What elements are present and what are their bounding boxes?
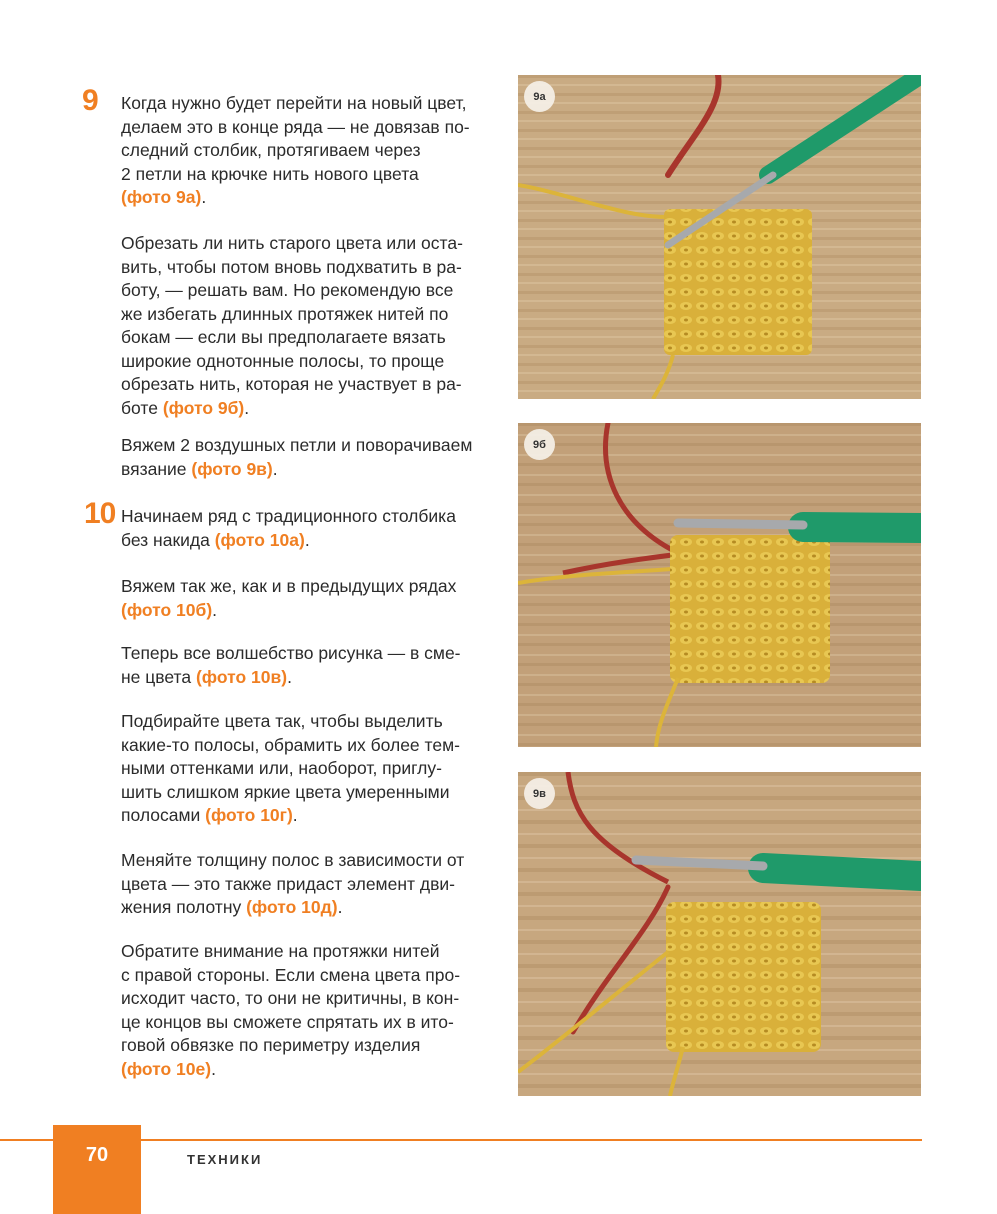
photo-label: 9б [524,429,555,460]
paragraph-line: Вяжем 2 воздушных петли и поворачиваем [121,435,473,455]
paragraph-line: не цвета [121,666,192,687]
section-title: ТЕХНИКИ [187,1152,263,1167]
paragraph: Вяжем 2 воздушных петли и поворачиваем вязание (фото 9в). [121,435,473,479]
paragraph-line: же избегать длинных протяжек нитей по [121,303,449,324]
paragraph: Начинаем ряд с традиционного столбика без накида (фото 10а). [121,506,456,550]
photo-9v [518,772,921,1096]
paragraph-line: ными оттенками или, наоборот, приглу- [121,758,442,778]
photo-reference: (фото 10а) [214,529,305,550]
photo-reference: (фото 9а) [121,187,202,207]
paragraph-line: боте [121,397,158,418]
photo-reference: (фото 10г) [205,805,293,825]
paragraph-line: делаем это в конце ряда — не довязав по- [121,116,470,137]
paragraph-line: Когда нужно будет перейти на новый цвет, [121,93,467,113]
paragraph-line: Теперь все волшебство рисунка — в сме- [121,643,461,663]
paragraph-line: широкие однотонные полосы, то проще [121,350,445,371]
paragraph-line: следний столбик, протягиваем через [121,140,421,160]
paragraph-line: це концов вы сможете спрятать их в ито- [121,1011,454,1032]
paragraph-line: без накида [121,529,210,550]
photo-9v-illustration [518,772,921,1096]
paragraph-line: какие-то полосы, обрамить их более тем- [121,734,460,755]
paragraph-line: вить, чтобы потом вновь подхватить в ра- [121,256,462,277]
paragraph-line: полосами [121,805,201,825]
photo-9b [518,423,921,747]
paragraph: Обратите внимание на протяжки нитей с правой стороны. Если смена цвета про- исходит часто, то они не критичны, в кон- це концов вы сможете спрятать их в ито- говой обвязке по периметру изделия (фото 10е). [121,941,461,1079]
paragraph-line: говой обвязке по периметру изделия [121,1035,421,1055]
photo-reference: (фото 10б) [121,599,213,620]
page-number [53,1125,141,1214]
paragraph-line: Начинаем ряд с традиционного столбика [121,506,456,526]
photo-reference: (фото 9в) [191,458,273,479]
photo-reference: (фото 9б) [162,397,245,418]
paragraph-line: исходит часто, то они не критичны, в кон- [121,988,460,1008]
paragraph-line: жения полотну [121,897,242,917]
paragraph-line: Подбирайте цвета так, чтобы выделить [121,711,443,731]
paragraph: Когда нужно будет перейти на новый цвет, делаем это в конце ряда — не довязав по- следний столбик, протягиваем через 2 петли на крючке нить нового цвета (фото 9а). [121,93,470,207]
photo-reference: (фото 10д) [246,897,338,917]
photo-9b-illustration [518,423,921,747]
paragraph-line: цвета — это также придаст элемент дви- [121,873,455,894]
paragraph: Обрезать ли нить старого цвета или оста- вить, чтобы потом вновь подхватить в ра- боту, — решать вам. Но рекомендую все же избегать длинных протяжек нитей по бокам — если вы предполагаете вязать широкие однотонные полосы, то проще обрезать нить, которая не участвует в ра- боте (фото 9б). [121,233,463,418]
paragraph: Вяжем так же, как и в предыдущих рядах (фото 10б). [121,576,457,620]
paragraph-line: Обрезать ли нить старого цвета или оста- [121,233,463,253]
paragraph-line: шить слишком яркие цвета умеренными [121,781,450,802]
paragraph-line: с правой стороны. Если смена цвета про- [121,964,461,985]
paragraph-line: обрезать нить, которая не участвует в ра- [121,374,462,394]
page-number-text: 70 [85,1144,109,1166]
paragraph-line: Обратите внимание на протяжки нитей [121,941,440,961]
paragraph: Подбирайте цвета так, чтобы выделить какие-то полосы, обрамить их более тем- ными оттенками или, наоборот, приглу- шить слишком яркие цвета умеренными полосами (фото 10г). [121,711,460,825]
photo-reference: (фото 10е) [121,1058,212,1079]
photo-9a-illustration [518,75,921,399]
step-number-10: 10 [84,497,116,530]
paragraph: Теперь все волшебство рисунка — в сме- не цвета (фото 10в). [121,643,461,687]
paragraph-line: Меняйте толщину полос в зависимости от [121,850,465,870]
paragraph-line: 2 петли на крючке нить нового цвета [121,163,419,184]
photo-label: 9а [524,81,555,112]
paragraph: Меняйте толщину полос в зависимости от цвета — это также придаст элемент дви- жения полотну (фото 10д). [121,850,465,917]
photo-label: 9в [524,778,555,809]
photo-reference: (фото 10в) [195,666,288,687]
photo-9a [518,75,921,399]
paragraph-line: вязание [121,458,187,479]
step-number-9: 9 [82,84,98,117]
paragraph-line: бокам — если вы предполагаете вязать [121,327,446,347]
paragraph-line: Вяжем так же, как и в предыдущих рядах [121,576,457,596]
paragraph-line: боту, — решать вам. Но рекомендую все [121,280,454,300]
